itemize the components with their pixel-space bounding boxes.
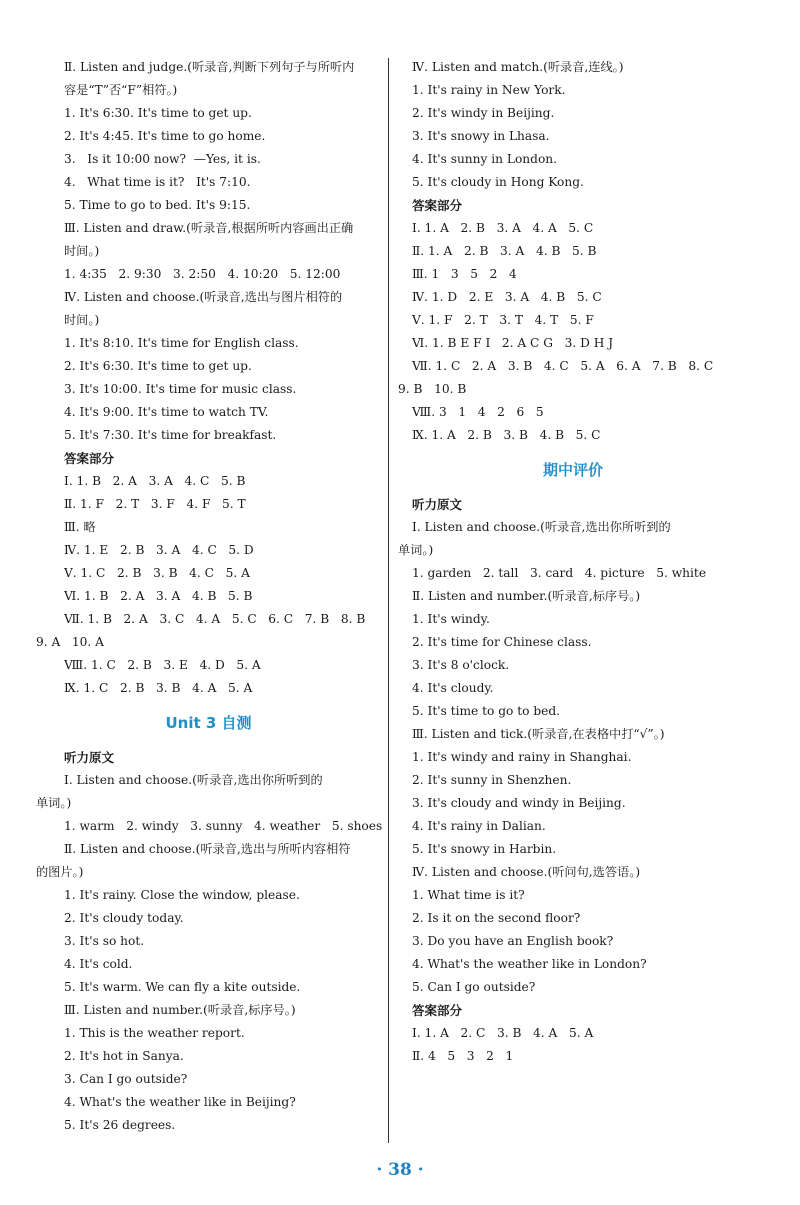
text-line: Ⅱ. 4 5 3 2 1 <box>412 1049 514 1063</box>
text-line: 2. It's time for Chinese class. <box>412 635 592 649</box>
text-line: 4. What's the weather like in Beijing? <box>64 1095 296 1109</box>
text-line: Ⅰ. 1. A 2. B 3. A 4. A 5. C <box>412 221 594 235</box>
text-line: 9. A 10. A <box>36 635 104 649</box>
text-line: 5. Can I go outside? <box>412 980 536 994</box>
text-line: 3. Can I go outside? <box>64 1072 188 1086</box>
text-line: 1. It's windy and rainy in Shanghai. <box>412 750 632 764</box>
text-line: 单词。) <box>36 796 72 810</box>
text-line: 1. It's rainy. Close the window, please. <box>64 888 300 902</box>
text-line: Ⅸ. 1. C 2. B 3. B 4. A 5. A <box>64 681 253 695</box>
text-line: 2. It's sunny in Shenzhen. <box>412 773 572 787</box>
text-line: Ⅲ. Listen and number.(听录音,标序号。) <box>64 1003 296 1017</box>
left-column <box>36 56 381 1137</box>
text-line: 1. What time is it? <box>412 888 525 902</box>
text-line: Ⅱ. Listen and judge.(听录音,判断下列句子与所听内 <box>64 60 355 74</box>
subsection-label: 听力原文 <box>64 750 115 765</box>
section-heading: 期中评价 <box>542 461 603 479</box>
text-line: 2. It's 6:30. It's time to get up. <box>64 359 252 373</box>
text-line: Ⅵ. 1. B E F I 2. A C G 3. D H J <box>412 336 614 350</box>
text-line: 3. It's 8 o'clock. <box>412 658 510 672</box>
text-line: 容是“T”否“F”相符。) <box>64 83 178 97</box>
text-line: 9. B 10. B <box>398 382 467 396</box>
text-line: 1. 4:35 2. 9:30 3. 2:50 4. 10:20 5. 12:00 <box>64 267 341 281</box>
text-line: 3. It's snowy in Lhasa. <box>412 129 550 143</box>
subsection-label: 答案部分 <box>412 198 463 213</box>
section-heading: Unit 3 自测 <box>165 714 252 732</box>
right-column <box>398 56 748 1068</box>
text-line: Ⅲ. Listen and tick.(听录音,在表格中打“√”。) <box>412 727 665 741</box>
text-line: Ⅱ. 1. A 2. B 3. A 4. B 5. B <box>412 244 597 258</box>
page-number: · 38 · <box>376 1160 424 1180</box>
text-line: 5. It's 7:30. It's time for breakfast. <box>64 428 277 442</box>
text-line: 5. It's 26 degrees. <box>64 1118 176 1132</box>
text-line: 2. It's cloudy today. <box>64 911 184 925</box>
text-line: Ⅰ. Listen and choose.(听录音,选出你所听到的 <box>412 520 671 534</box>
text-line: 5. It's snowy in Harbin. <box>412 842 557 856</box>
text-line: Ⅱ. 1. F 2. T 3. F 4. F 5. T <box>64 497 246 511</box>
text-line: 时间。) <box>64 313 100 327</box>
text-line: 2. Is it on the second floor? <box>412 911 581 925</box>
text-line: Ⅲ. 略 <box>64 520 96 534</box>
text-line: 1. It's windy. <box>412 612 490 626</box>
text-line: Ⅳ. Listen and choose.(听问句,选答语。) <box>412 865 641 879</box>
text-line: Ⅴ. 1. F 2. T 3. T 4. T 5. F <box>412 313 594 327</box>
text-line: 时间。) <box>64 244 100 258</box>
text-line: Ⅱ. Listen and choose.(听录音,选出与所听内容相符 <box>64 842 351 856</box>
text-line: 3. Is it 10:00 now? —Yes, it is. <box>64 152 261 166</box>
text-line: 2. It's hot in Sanya. <box>64 1049 184 1063</box>
text-line: Ⅷ. 3 1 4 2 6 5 <box>412 405 544 419</box>
subsection-label: 答案部分 <box>412 1003 463 1018</box>
text-line: 5. Time to go to bed. It's 9:15. <box>64 198 251 212</box>
text-line: 的图片。) <box>36 865 84 879</box>
text-line: Ⅱ. Listen and number.(听录音,标序号。) <box>412 589 641 603</box>
text-line: Ⅳ. 1. D 2. E 3. A 4. B 5. C <box>412 290 602 304</box>
text-line: 3. It's so hot. <box>64 934 145 948</box>
text-line: Ⅰ. 1. B 2. A 3. A 4. C 5. B <box>64 474 246 488</box>
text-line: 5. It's time to go to bed. <box>412 704 561 718</box>
text-line: 2. It's windy in Beijing. <box>412 106 555 120</box>
text-line: Ⅲ. Listen and draw.(听录音,根据所听内容画出正确 <box>64 221 354 235</box>
text-line: 3. It's cloudy and windy in Beijing. <box>412 796 626 810</box>
text-line: 1. garden 2. tall 3. card 4. picture 5. white <box>412 566 707 580</box>
text-line: 4. It's 9:00. It's time to watch TV. <box>64 405 269 419</box>
text-line: Ⅶ. 1. C 2. A 3. B 4. C 5. A 6. A 7. B 8. C <box>412 359 714 373</box>
text-line: Ⅰ. Listen and choose.(听录音,选出你所听到的 <box>64 773 323 787</box>
column-divider <box>388 58 389 1143</box>
text-line: 1. It's 6:30. It's time to get up. <box>64 106 252 120</box>
text-line: 1. warm 2. windy 3. sunny 4. weather 5. shoes <box>64 819 383 833</box>
text-line: 1. It's 8:10. It's time for English class. <box>64 336 299 350</box>
text-line: 4. It's cold. <box>64 957 133 971</box>
text-line: Ⅸ. 1. A 2. B 3. B 4. B 5. C <box>412 428 601 442</box>
text-line: 1. It's rainy in New York. <box>412 83 566 97</box>
text-line: Ⅲ. 1 3 5 2 4 <box>412 267 517 281</box>
text-line: 4. What's the weather like in London? <box>412 957 647 971</box>
text-line: 4. It's rainy in Dalian. <box>412 819 546 833</box>
text-line: 3. Do you have an English book? <box>412 934 614 948</box>
text-line: Ⅵ. 1. B 2. A 3. A 4. B 5. B <box>64 589 253 603</box>
text-line: Ⅰ. 1. A 2. C 3. B 4. A 5. A <box>412 1026 594 1040</box>
text-line: Ⅷ. 1. C 2. B 3. E 4. D 5. A <box>64 658 261 672</box>
text-line: 4. What time is it? It's 7:10. <box>64 175 251 189</box>
text-line: Ⅶ. 1. B 2. A 3. C 4. A 5. C 6. C 7. B 8. B <box>64 612 366 626</box>
text-line: Ⅴ. 1. C 2. B 3. B 4. C 5. A <box>64 566 250 580</box>
text-line: Ⅳ. 1. E 2. B 3. A 4. C 5. D <box>64 543 254 557</box>
text-line: 单词。) <box>398 543 434 557</box>
text-line: 1. This is the weather report. <box>64 1026 245 1040</box>
text-line: 2. It's 4:45. It's time to go home. <box>64 129 266 143</box>
text-line: 4. It's cloudy. <box>412 681 494 695</box>
text-line: Ⅳ. Listen and choose.(听录音,选出与图片相符的 <box>64 290 343 304</box>
text-line: 4. It's sunny in London. <box>412 152 558 166</box>
subsection-label: 答案部分 <box>64 451 115 466</box>
text-line: Ⅳ. Listen and match.(听录音,连线。) <box>412 60 624 74</box>
subsection-label: 听力原文 <box>412 497 463 512</box>
text-line: 5. It's warm. We can fly a kite outside. <box>64 980 301 994</box>
text-line: 3. It's 10:00. It's time for music class. <box>64 382 297 396</box>
text-line: 5. It's cloudy in Hong Kong. <box>412 175 584 189</box>
